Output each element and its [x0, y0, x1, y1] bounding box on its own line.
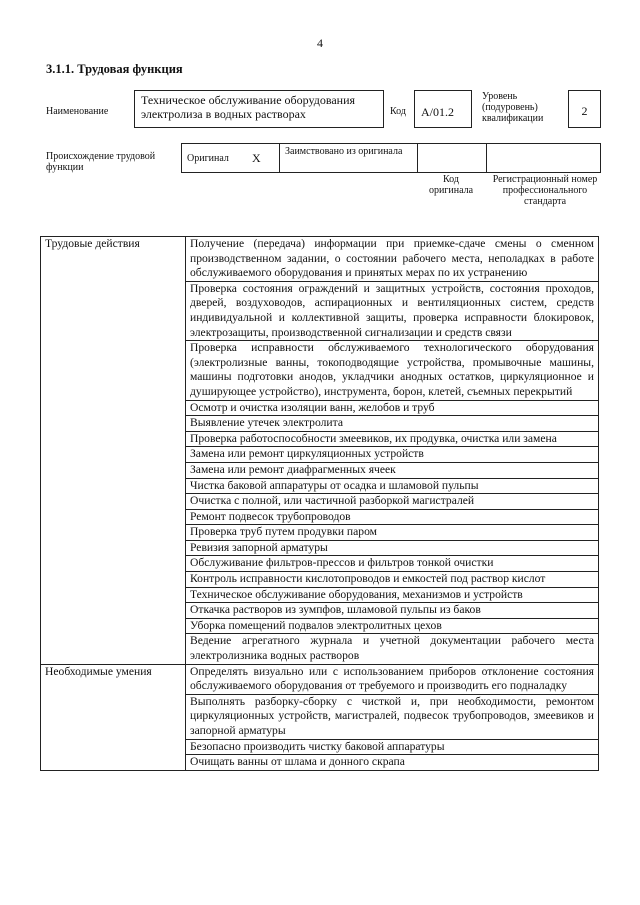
table-cell-item: Техническое обслуживание оборудования, механизмов и устройств [186, 587, 599, 603]
table-cell-item: Ведение агрегатного журнала и учетной документации рабочего места электролизника водных растворов [186, 634, 599, 664]
table-cell-item: Обслуживание фильтров-прессов и фильтров тонкой очистки [186, 556, 599, 572]
table-row [41, 664, 599, 694]
table-cell-item: Выявление утечек электролита [186, 416, 599, 432]
table-cell-item: Очистка с полной, или частичной разборкой магистралей [186, 494, 599, 510]
table-cell-item: Чистка баковой аппаратуры от осадка и шламовой пульпы [186, 478, 599, 494]
table-cell-item: Определять визуально или с использованием приборов отклонение состояния обслуживаемого оборудования от требуемого и производить его подналадку [186, 664, 599, 694]
section-heading: 3.1.1. Трудовая функция [46, 62, 183, 76]
borrowed-label: Заимствовано из оригинала [285, 146, 403, 157]
table-cell-item: Замена или ремонт циркуляционных устройств [186, 447, 599, 463]
name-value: Техническое обслуживание оборудования электролиза в водных растворах [141, 93, 356, 121]
table-cell-item: Выполнять разборку-сборку с чисткой и, при необходимости, ремонтом циркуляционных устройств, магистралей, подвесок трубопроводов, змеевиков и запорной арматуры [186, 694, 599, 739]
table-cell-item: Осмотр и очистка изоляции ванн, желобов и труб [186, 400, 599, 416]
origin-divider-3 [486, 143, 487, 173]
table-cell-item: Откачка растворов из зумпфов, шламовой пульпы из баков [186, 603, 599, 619]
original-label: Оригинал [187, 153, 229, 164]
page-number: 4 [317, 36, 323, 50]
table-cell-item: Замена или ремонт диафрагменных ячеек [186, 462, 599, 478]
name-label: Наименование [46, 106, 109, 117]
table-cell-item: Проверка состояния ограждений и защитных устройств, состояния проходов, дверей, воздуховодов, аспирационных и вентиляционных систем, средств индивидуальной и коллективной защиты, проверка исправности блокировок, электрозащиты, производственной сигнализации и средств связи [186, 281, 599, 340]
level-value: 2 [581, 104, 588, 118]
origin-divider-1 [279, 143, 280, 173]
table-cell-item: Ревизия запорной арматуры [186, 540, 599, 556]
table-cell-item: Уборка помещений подвалов электролитных цехов [186, 618, 599, 634]
code-value-box [414, 90, 472, 128]
table-cell-item: Проверка труб путем продувки паром [186, 525, 599, 541]
table-cell-item: Безопасно производить чистку баковой аппаратуры [186, 739, 599, 755]
section-title: Трудовые действия [41, 237, 186, 665]
table-cell-item: Очищать ванны от шлама и донного скрапа [186, 755, 599, 771]
original-mark: X [252, 151, 261, 165]
origin-divider-2 [417, 143, 418, 173]
level-value-box [568, 90, 601, 128]
code-label: Код [390, 106, 406, 117]
code-value: A/01.2 [421, 105, 454, 119]
table-cell-item: Проверка исправности обслуживаемого технологического оборудования (электролизные ванны, токоподводящие устройства, промывочные машины, машины подготовки анодов, укладчики анодных остатков, циркуляционное и душирующее устройство), инструмента, борон, клетей, съемных перекрытий [186, 341, 599, 400]
function-table [40, 236, 599, 771]
reg-number-caption: Регистрационный номер профессионального стандарта [492, 174, 598, 207]
table-cell-item: Проверка работоспособности змеевиков, их продувка, очистка или замена [186, 431, 599, 447]
table-cell-item: Получение (передача) информации при приемке-сдаче смены о сменном производственном задании, о состоянии рабочего места, неполадках в работе обслуживаемого оборудования и принятых мерах по их устранению [186, 237, 599, 282]
code-original-caption: Код оригинала [428, 174, 474, 196]
section-title: Необходимые умения [41, 664, 186, 770]
table-row [41, 237, 599, 282]
name-value-box [134, 90, 384, 128]
table-cell-item: Ремонт подвесок трубопроводов [186, 509, 599, 525]
table-cell-item: Контроль исправности кислотопроводов и емкостей под раствор кислот [186, 572, 599, 588]
level-label: Уровень (подуровень) квалификации [482, 91, 544, 124]
origin-label: Происхождение трудовой функции [46, 151, 156, 173]
